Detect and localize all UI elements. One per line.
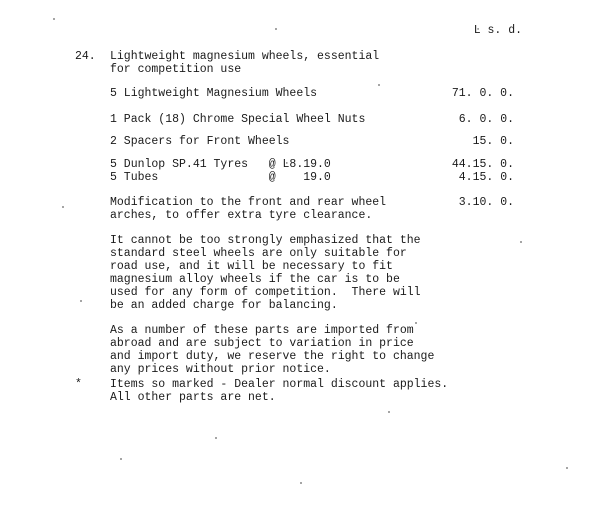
notice2-line: and import duty, we reserve the right to change	[110, 350, 435, 363]
footnote-marker: *	[75, 378, 82, 391]
scan-speck	[215, 437, 217, 439]
scan-speck	[120, 458, 122, 460]
row-desc: 1 Pack (18) Chrome Special Wheel Nuts	[110, 113, 366, 126]
modification-price: 3.10. 0.	[458, 196, 514, 209]
row-price: 6. 0. 0.	[458, 113, 514, 126]
notice1-line: used for any form of competition. There will	[110, 286, 421, 299]
row-desc: 5 Dunlop SP.41 Tyres @ Ŀ8.19.0	[110, 158, 331, 171]
scan-speck	[566, 467, 568, 469]
notice2-line: abroad and are subject to variation in price	[110, 337, 414, 350]
notice2-line: any prices without prior notice.	[110, 363, 331, 376]
footnote-line1: Items so marked - Dealer normal discount applies.	[110, 378, 449, 391]
row-price: 15. 0.	[472, 135, 514, 148]
notice1-line: It cannot be too strongly emphasized that the	[110, 234, 421, 247]
scan-speck	[53, 18, 55, 20]
notice1-line: road use, and it will be necessary to fit	[110, 260, 393, 273]
scan-speck	[80, 300, 82, 302]
modification-line1: Modification to the front and rear wheel	[110, 196, 387, 209]
notice2-line: As a number of these parts are imported from	[110, 324, 414, 337]
scan-speck	[275, 28, 277, 30]
row-price: 44.15. 0.	[451, 158, 514, 171]
notice1-line: standard steel wheels are only suitable for	[110, 247, 407, 260]
item-number: 24.	[75, 50, 96, 63]
item-title-line1: Lightweight magnesium wheels, essential	[110, 50, 380, 63]
notice1-line: be an added charge for balancing.	[110, 299, 338, 312]
scan-speck	[62, 206, 64, 208]
row-desc: 5 Tubes @ 19.0	[110, 171, 331, 184]
scan-speck	[520, 241, 522, 243]
scan-speck	[415, 322, 417, 324]
scan-speck	[388, 411, 390, 413]
row-price: 4.15. 0.	[458, 171, 514, 184]
footnote-line2: All other parts are net.	[110, 391, 276, 404]
row-price: 71. 0. 0.	[451, 87, 514, 100]
currency-header: Ŀ s. d.	[473, 24, 522, 37]
modification-line2: arches, to offer extra tyre clearance.	[110, 209, 373, 222]
scan-speck	[378, 84, 380, 86]
row-desc: 5 Lightweight Magnesium Wheels	[110, 87, 318, 100]
notice1-line: magnesium alloy wheels if the car is to be	[110, 273, 400, 286]
item-title-line2: for competition use	[110, 63, 242, 76]
row-desc: 2 Spacers for Front Wheels	[110, 135, 290, 148]
scan-speck	[300, 482, 302, 484]
